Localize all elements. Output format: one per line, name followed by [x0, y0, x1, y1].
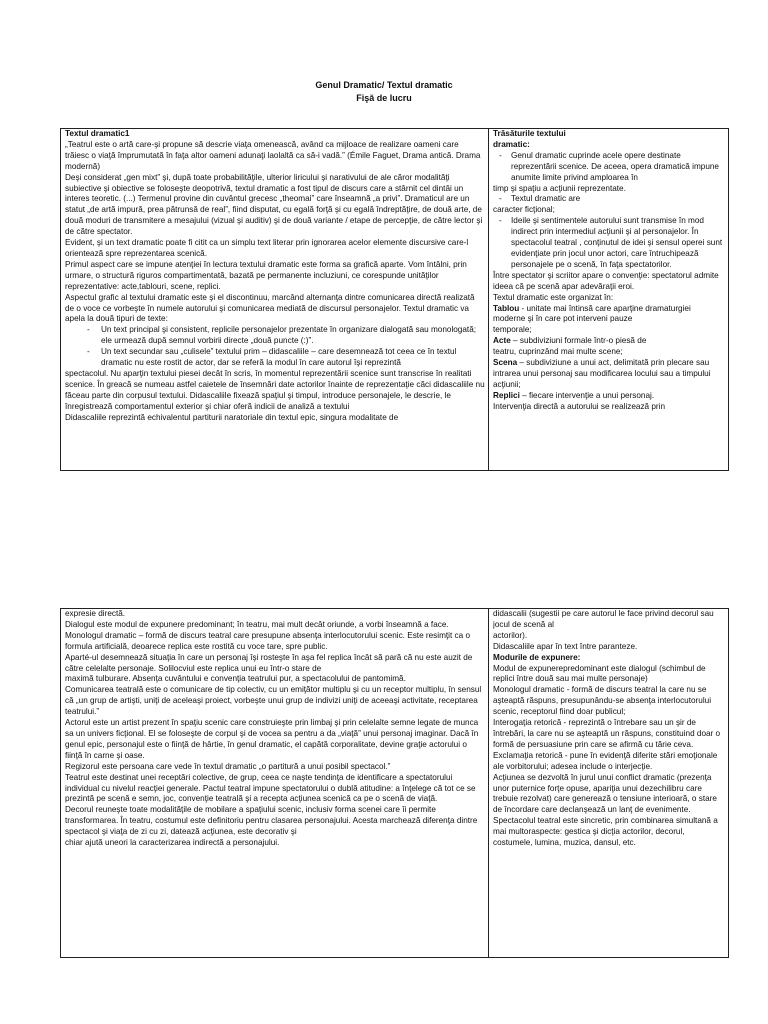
traits-heading: Trăsăturile textului — [493, 129, 566, 138]
paragraph: Aspectul grafic al textului dramatic este şi el discontinuu, marcând alternanţa dintre comunicarea directă realizată de o voce ce vorbeşte în numele autorului şi comunicarea mediată de discursul personajelor. Textul dramatic va apela la două tipuri de texte: — [65, 292, 475, 324]
term-label: Replici — [493, 390, 520, 400]
paragraph: Interogaţia retorică - reprezintă o întrebare sau un şir de întrebări, la care nu se aşteaptă un răspuns, constituind doar o formă de persuasiune prin care se afirmă cu tărie ceva. — [493, 718, 721, 749]
worksheet-table-page-2 — [60, 608, 729, 958]
paragraph: Comunicarea teatrală este o comunicare de tip colectiv, cu un emiţător multiplu şi cu un receptor multiplu, în sensul că „un grup de artişti, uniţi de aceleaşi proiect, vorbeşte unui grup de indivizi uniţi de aceeaşi activitate, receptarea teatrului.” — [65, 685, 482, 717]
paragraph: Evident, şi un text dramatic poate fi citit ca un simplu text literar prin ignorarea acelor elemente discursive care-l orientează spre reprezentarea scenică. — [65, 238, 469, 258]
paragraph: Regizorul este persoana care vede în textul dramatic „o partitură a unui posibil spectacol.” — [65, 761, 391, 771]
paragraph: Între spectator şi scriitor apare o convenţie: spectatorul admite ideea că pe scenă apar adevăraţii eroi. — [493, 270, 719, 291]
paragraph: Monologul dramatic - formă de discurs teatral la care nu se aşteaptă răspuns, presupunându-se absenţa interlocutorului scenic, receptorul fiind doar publicul; — [493, 685, 712, 717]
trait-item: - Ideile şi sentimentele autorului sunt transmise în mod indirect prin intermediul acţiunii şi al personajelor. În spectacolul teatral , conţinutul de idei şi sensul operei sunt evidenţiate prin jocul unor actori, care întruchipează personajele pe o scenă, în faţa spectatorilor. — [493, 216, 725, 271]
section-heading: Textul dramatic1 — [65, 129, 130, 138]
right-column-page-1 — [489, 129, 729, 471]
paragraph: Actorul este un artist prezent în spaţiu scenic care construieşte prin limbaj şi prin celelalte semne legate de munca sa un univers ficţional. El se foloseşte de corpul şi de vocea sa pentru a da „viaţă” unui personaj imaginar. Dacă în genul epic, personajul este o fiinţă de hârtie, în genul dramatic, el capătă corporalitate, devine graţie actorului o fiinţă în carne şi oase. — [65, 718, 479, 760]
paragraph: timp şi spaţiu a acţiunii reprezentate. — [493, 183, 626, 193]
term-label: Scena — [493, 358, 518, 368]
paragraph: chiar ajută uneori la caracterizarea indirectă a personajului. — [65, 838, 280, 848]
paragraph: Textul dramatic este organizat în: — [493, 292, 614, 302]
modes-heading: Modurile de expunere: — [493, 652, 581, 662]
paragraph: Dialogul este modul de expunere predominant; în teatru, mai mult decât oriunde, a vorbi înseamnă a face. — [65, 619, 449, 629]
paragraph: Teatrul este destinat unei receptări colective, de grup, ceea ce naşte tendinţa de identificare a spectatorului individual cu nivelul reacţiei generale. Pactul teatral impune spectatorului o dublă atitudine: a înţelege că tot ce se prezintă pe scenă e semn, joc, convenţie teatrală şi a recepta acţiunea scenică ca pe o scenă de viaţă. — [65, 772, 476, 804]
paragraph: Didascaliile reprezintă echivalentul partiturii naratoriale din textul epic, singura modalitate de — [65, 412, 399, 422]
term-label: Tablou — [493, 303, 520, 313]
paragraph: Decorul reuneşte toate modalităţile de mobilare a spaţiului scenic, inclusiv forma scenei care îi permite transformarea. În teatru, costumul este definitoriu pentru clasarea personajului. Acesta marchează diferenţa dintre spectacol şi viaţa de zi cu zi, datează acţiunea, este decorativ şi — [65, 805, 478, 837]
paragraph: Aparté-ul desemnează situaţia în care un personaj îşi rosteşte în aşa fel replica încât să pară că nu este auzit de către celelalte personaje. Solilocviul este replica unui eu într-o stare de — [65, 652, 473, 673]
left-column-page-1 — [61, 129, 489, 471]
paragraph: maximă tulburare. Absenţa cuvântului e convenţia teatrului pur, a spectacolului de pantomimă. — [65, 674, 406, 684]
definition-replici — [493, 391, 725, 402]
paragraph: Acţiunea se dezvoltă în jurul unui conflict dramatic (prezenţa unor puternice forţe opuse, apariţia unui dezechilibru care trebuie rezolvat) care generează o tensiune interioară, o stare de încordare care declanşează un lanţ de evenimente. — [493, 772, 717, 815]
paragraph: temporale; — [493, 325, 532, 335]
paragraph: Modul de expunerepredominant este dialogul (schimbul de replici între două sau mai multe personaje) — [493, 663, 706, 684]
term-text: – subdiviziune a unui act, delimitată prin plecare sau intrarea unui personaj sau modificarea locului sau a timpului acţiunii; — [493, 358, 711, 389]
paragraph: expresie directă. — [65, 609, 126, 618]
trait-item: - Textul dramatic are — [493, 194, 725, 205]
term-text: – subdiviziuni formale într-o piesă de — [510, 336, 647, 346]
paragraph: teatru, cuprinzând mai multe scene; — [493, 347, 623, 357]
term-text: – fiecare intervenţie a unui personaj. — [519, 390, 655, 400]
list-item: - Un text principal şi consistent, replicile personajelor prezentate în organizare dialogată sau monologată; ele urmează după semnul vorbirii directe „două puncte (:)”. — [101, 325, 485, 347]
paragraph: caracter ficţional; — [493, 205, 555, 215]
worksheet-table-page-1 — [60, 128, 729, 471]
text-types-list — [65, 325, 485, 369]
paragraph: „Teatrul este o artă care-şi propune să descrie viaţa omenească, având ca mijloace de realizare oameni care trăiesc o viaţă împrumutată în faţa altor oameni adunaţi laolaltă ca să-i vadă.” (Émile Faguet, Drama antică. Drama modernă) — [65, 139, 481, 171]
paragraph: Monologul dramatic – formă de discurs teatral care presupune absenţa interlocutorului scenic. Este resimţit ca o formula artificială, deoarece replica este rostită cu voce tare, spre public. — [65, 630, 471, 651]
paragraph: Deşi considerat „gen mixt” şi, după toate probabilităţile, ulterior liricului şi narativului de ale căror modalităţi subiective şi obiective se foloseşte deopotrivă, textul dramatic a fost tipul de discurs care a stârnit cel dintâi un interes teoretic. (...) Termenul provine din cuvântul grecesc „theomai” care înseamnă „a privi”. Dramaticul are un statut „de artă impură, prea pătrunsă de real”, fiind disputat, cu egală forţă şi cu egală îndreptăţire, de două arte, de două moduri de transmitere a mesajului (vizual şi auditiv) şi de două variante / etape de percepţie, de către lector şi de către spectator. — [65, 172, 483, 237]
term-label: Acte — [493, 336, 511, 346]
document-title: Genul Dramatic/ Textul dramatic — [315, 80, 453, 90]
document-title-block — [0, 79, 768, 105]
right-column-page-2 — [489, 609, 729, 958]
paragraph: didascalii (sugestii pe care autorul le face privind decorul sau jocul de scenă al — [493, 609, 714, 629]
paragraph: Didascaliile apar în text între paranteze. — [493, 641, 638, 651]
definition-tablou — [493, 304, 725, 326]
term-text: - unitate mai întinsă care aparţine dramaturgiei moderne şi în care pot interveni pauze — [493, 303, 691, 324]
paragraph: Primul aspect care se impune atenţiei în lectura textului dramatic este forma sa grafică aparte. Vom întâlni, prin urmare, o structură riguros compartimentată, bazată pe permanente incluziuni, ce corespunde unităţilor reprezentative: acte,tablouri, scene, replici. — [65, 259, 467, 291]
paragraph: Spectacolul teatral este sincretic, prin combinarea simultană a mai multoraspecte: gestica şi dicţia actorilor, decorul, costumele, lumina, muzica, dansul, etc. — [493, 816, 718, 848]
paragraph: Exclamaţia retorică - pune în evidenţă diferite stări emoţionale ale vorbitorului; adesea include o interjecţie. — [493, 750, 718, 771]
traits-heading-cont: dramatic: — [493, 139, 530, 149]
document-subtitle: Fişă de lucru — [356, 93, 412, 103]
list-item: - Un text secundar sau „culisele” textului prim – didascaliile – care desemnează tot ceea ce în textul dramatic nu este rostit de actor, dar se referă la modul în care autorul îşi reprezintă — [101, 347, 485, 369]
trait-item: - Genul dramatic cuprinde acele opere destinate reprezentării scenice. De aceea, opera dramatică impune anumite limite privind amploarea în — [493, 151, 725, 184]
paragraph: spectacolul. Nu aparţin textului piesei decât în scris, în momentul reprezentării scenice sunt transcrise în realitati scenice. În greacă se numeau astfel caietele de însemnări date actorilor înainte de reprezentaţie căci didascaliile nu făceau parte din corpusul textului. Didascaliile fixează spaţiul şi timpul, introduce personajele, le descrie, le înregistrează comportamentul exterior şi chiar oferă indicii de analiză a textului — [65, 368, 485, 411]
paragraph: Intervenţia directă a autorului se realizează prin — [493, 401, 666, 411]
definition-scena — [493, 358, 725, 391]
left-column-page-2 — [61, 609, 489, 958]
paragraph: actorilor). — [493, 630, 528, 640]
definition-acte — [493, 336, 725, 347]
